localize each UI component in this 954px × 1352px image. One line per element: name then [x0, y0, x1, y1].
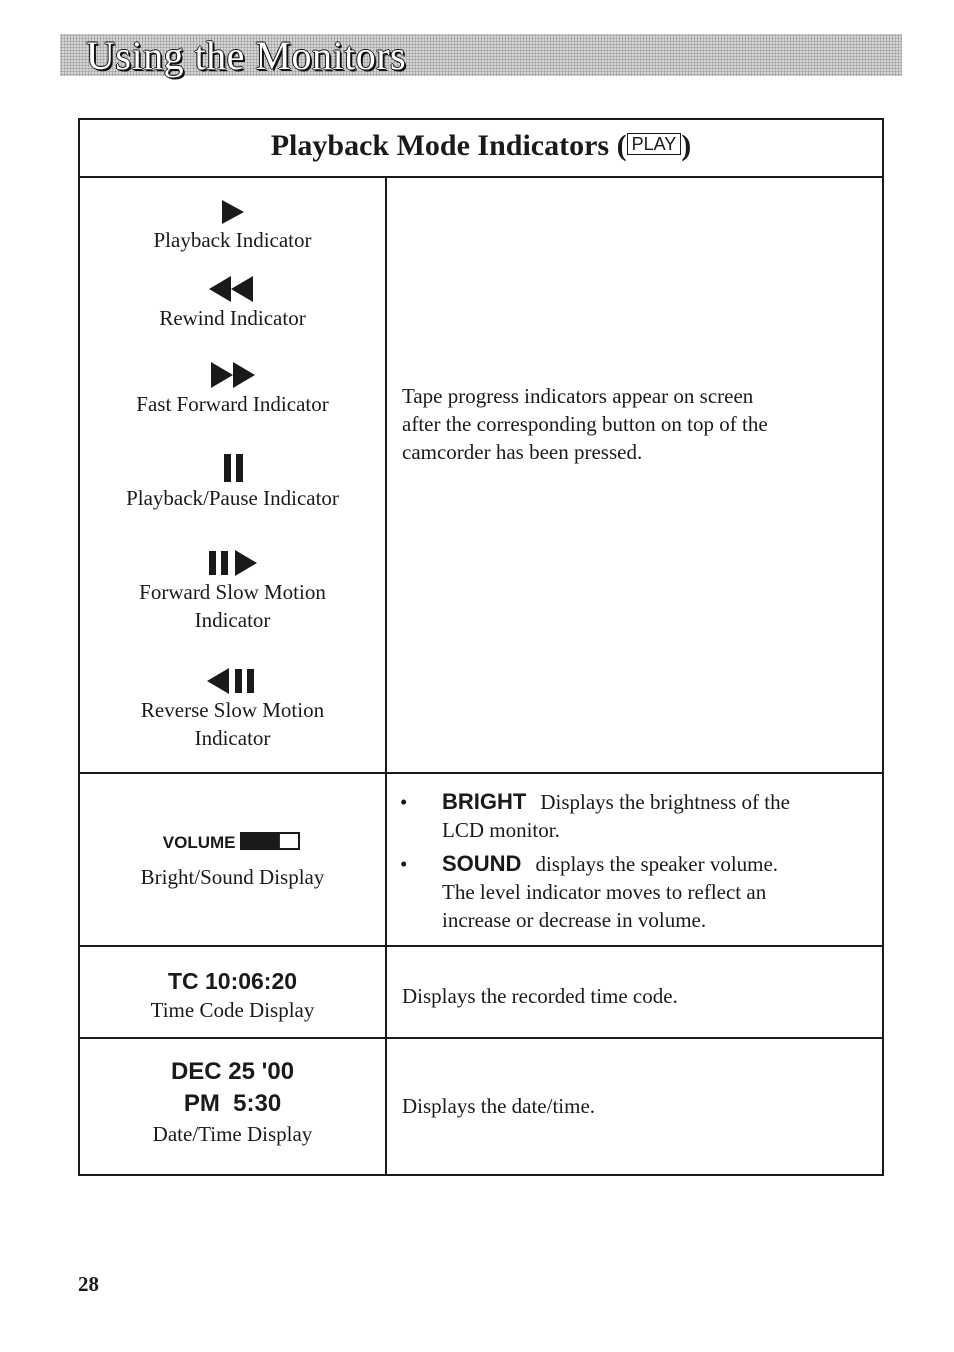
- play-mode-badge: PLAY: [627, 133, 682, 155]
- indicator-label-line2: Indicator: [194, 726, 271, 750]
- volume-word: VOLUME: [162, 833, 236, 852]
- bright-sound-description: [400, 788, 870, 934]
- datetime-label: Date/Time Display: [152, 1122, 313, 1146]
- indicator-label-line1: Reverse Slow Motion: [140, 698, 325, 722]
- bright-sound-cell: [80, 832, 385, 891]
- timecode-description: Displays the recorded time code.: [402, 984, 678, 1008]
- pause-icon: [218, 452, 248, 484]
- bullet-dot: •: [400, 790, 408, 814]
- indicators-table: [78, 118, 884, 1176]
- indicator-label: Playback/Pause Indicator: [126, 486, 339, 510]
- indicator-reverse-slow-motion: [80, 666, 385, 752]
- table-title-text: Playback Mode Indicators (: [270, 129, 627, 162]
- bright-sound-label: Bright/Sound Display: [140, 865, 325, 889]
- bullet-dot: •: [400, 852, 408, 876]
- indicator-label: Fast Forward Indicator: [136, 392, 329, 416]
- tape-progress-description: [402, 382, 872, 466]
- forward-slow-motion-icon: [203, 548, 263, 578]
- indicator-label: Playback Indicator: [153, 228, 312, 252]
- bright-bullet: [400, 788, 870, 844]
- time-value: PM 5:30: [183, 1090, 282, 1117]
- row-divider: [80, 945, 882, 947]
- bright-key: BRIGHT: [442, 789, 527, 814]
- indicator-label-line1: Forward Slow Motion: [139, 580, 326, 604]
- bright-text-line2: LCD monitor.: [442, 818, 560, 842]
- sound-bullet: [400, 850, 870, 934]
- row-divider: [80, 1037, 882, 1039]
- rewind-icon: [207, 274, 259, 304]
- tape-description-line: camcorder has been pressed.: [402, 440, 643, 464]
- tape-description-line: Tape progress indicators appear on screen: [402, 384, 754, 408]
- indicator-playback: [80, 198, 385, 254]
- indicator-forward-slow-motion: [80, 548, 385, 634]
- reverse-slow-motion-icon: [203, 666, 263, 696]
- sound-key: SOUND: [442, 851, 522, 876]
- indicator-fast-forward: [80, 360, 385, 418]
- table-title-close: ): [681, 129, 692, 162]
- table-title: [80, 120, 882, 178]
- page-number: 28: [78, 1272, 99, 1296]
- fast-forward-icon: [207, 360, 259, 390]
- play-icon: [218, 198, 248, 226]
- datetime-description: Displays the date/time.: [402, 1094, 596, 1118]
- column-divider: [385, 178, 387, 1176]
- indicator-rewind: [80, 274, 385, 332]
- datetime-cell: [80, 1056, 385, 1148]
- timecode-cell: [80, 966, 385, 1024]
- timecode-value: TC 10:06:20: [167, 968, 298, 994]
- tape-description-line: after the corresponding button on top of the: [402, 412, 768, 436]
- indicator-pause: [80, 452, 385, 512]
- sound-text-line2: The level indicator moves to reflect an: [442, 880, 767, 904]
- sound-text-line3: increase or decrease in volume.: [442, 908, 707, 932]
- section-header-title: Using the Monitors: [86, 33, 407, 78]
- volume-readout: [80, 832, 385, 853]
- sound-text: displays the speaker volume.: [535, 852, 779, 876]
- timecode-label: Time Code Display: [150, 998, 315, 1022]
- volume-level-bar: [240, 832, 302, 850]
- bright-text: Displays the brightness of the: [540, 790, 790, 814]
- date-value: DEC 25 '00: [170, 1058, 295, 1085]
- indicator-label: Rewind Indicator: [159, 306, 306, 330]
- row-divider: [80, 772, 882, 774]
- indicator-label-line2: Indicator: [194, 608, 271, 632]
